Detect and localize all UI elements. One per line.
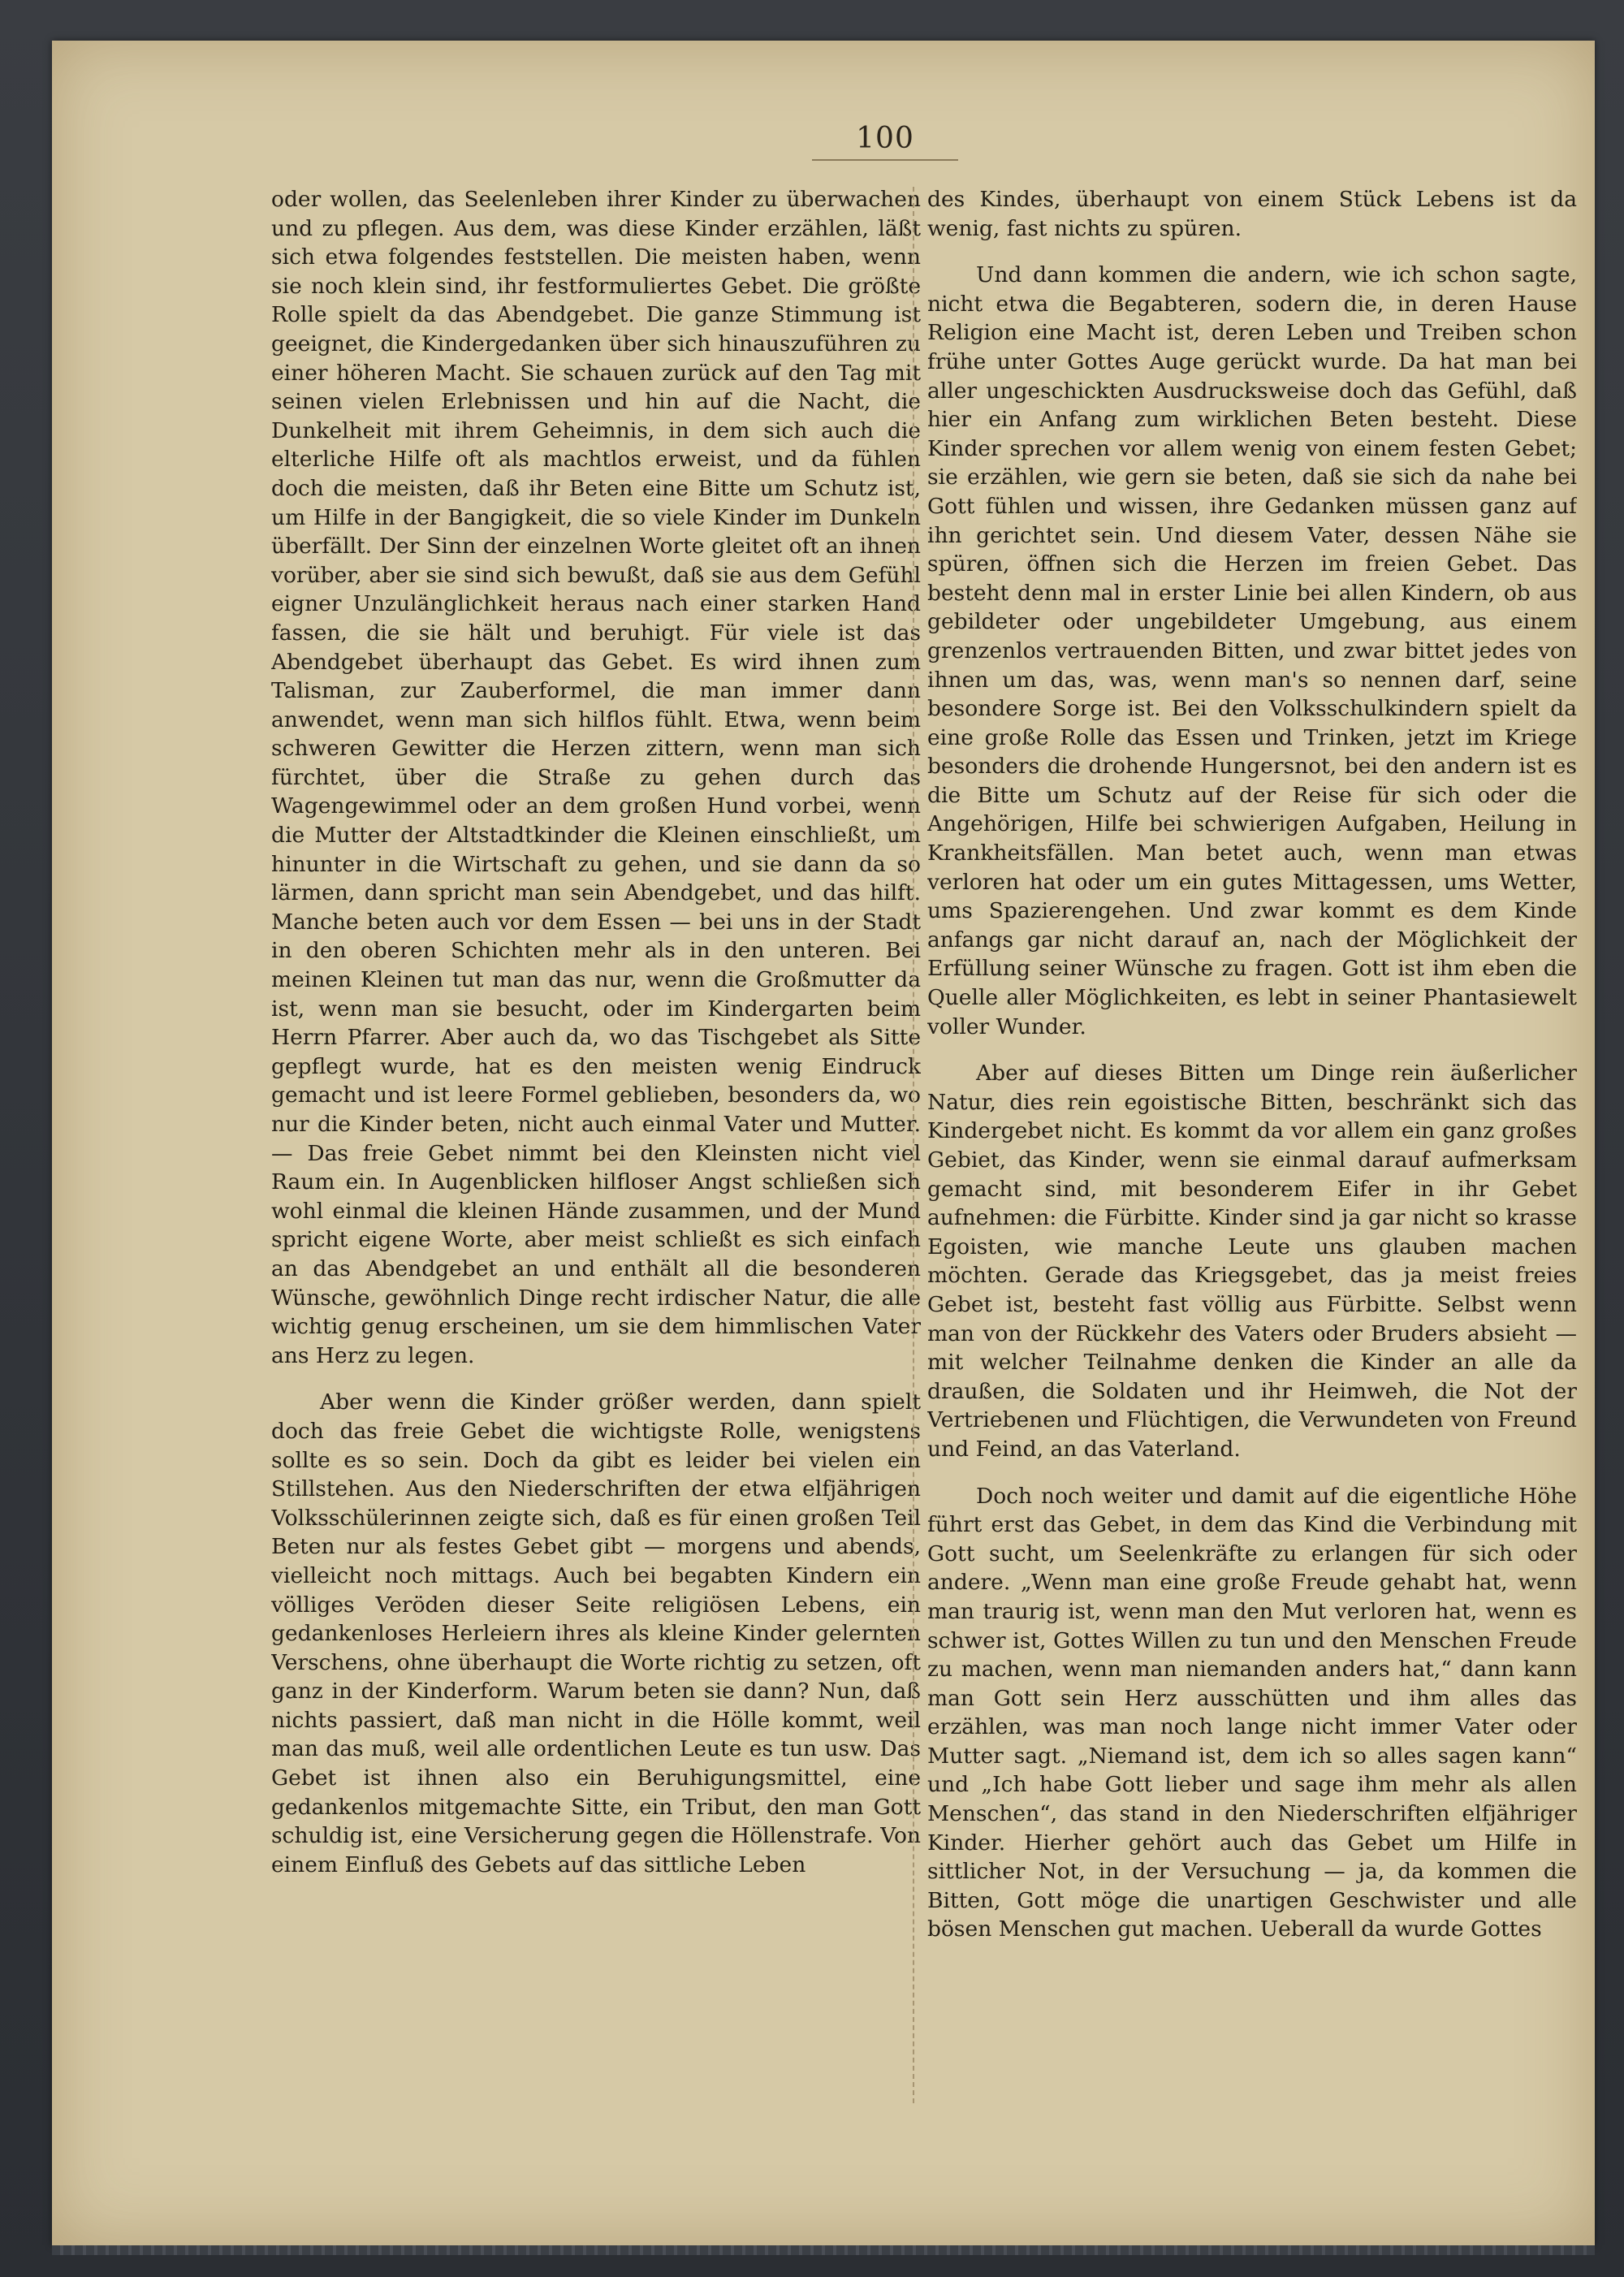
header-rule xyxy=(812,159,958,161)
column-divider xyxy=(913,187,914,2103)
left-paragraph-1: oder wollen, das Seelenleben ihrer Kinder zu überwachen und zu pflegen. Aus dem, was diese Kinder erzählen, läßt sich etwa folgendes feststellen. Die meisten haben, wenn sie noch klein sind, ihr festformuliertes Gebet. Die größte Rolle spielt da das Abendgebet. Die ganze Stimmung ist geeignet, die Kindergedanken über sich hinauszuführen zu einer höheren Macht. Sie schauen zurück auf den Tag mit seinen vielen Erlebnissen und hin auf die Nacht, die Dunkelheit mit ihrem Geheimnis, in dem sich auch die elterliche Hilfe oft als machtlos erweist, und da fühlen doch die meisten, daß ihr Beten eine Bitte um Schutz ist, um Hilfe in der Bangigkeit, die so viele Kinder im Dunkeln überfällt. Der Sinn der einzelnen Worte gleitet oft an ihnen vorüber, aber sie sind sich bewußt, daß sie aus dem Gefühl eigner Unzulänglichkeit heraus nach einer starken Hand fassen, die sie hält und beruhigt. Für viele ist das Abendgebet überhaupt das Gebet. Es wird ihnen zum Talisman, zur Zauberformel, die man immer dann anwendet, wenn man sich hilflos fühlt. Etwa, wenn beim schweren Gewitter die Herzen zittern, wenn man sich fürchtet, über die Straße zu gehen durch das Wagengewimmel oder an dem großen Hund vorbei, wenn die Mutter der Altstadtkinder die Kleinen einschließt, um hinunter in die Wirtschaft zu gehen, und sie dann da so lärmen, dann spricht man sein Abendgebet, und das hilft. Manche beten auch vor dem Essen — bei uns in der Stadt in den oberen Schichten mehr als in den unteren. Bei meinen Kleinen tut man das nur, wenn die Großmutter da ist, wenn man sie besucht, oder im Kindergarten beim Herrn Pfarrer. Aber auch da, wo das Tischgebet als Sitte gepflegt wurde, hat es den meisten wenig Eindruck gemacht und ist leere Formel geblieben, besonders da, wo nur die Kinder beten, nicht auch einmal Vater und Mutter. — Das freie Gebet nimmt bei den Kleinsten nicht viel Raum ein. In Augenblicken hilfloser Angst schließen sich wohl einmal die kleinen Hände zusammen, und der Mund spricht eigene Worte, aber meist schließt es sich einfach an das Abendgebet an und enthält all die besonderen Wünsche, gewöhnlich Dinge recht irdischer Natur, die alle wichtig genug erscheinen, um sie dem himmlischen Vater ans Herz zu legen. xyxy=(271,187,921,1368)
right-column xyxy=(927,185,1577,2110)
right-paragraph-4: Doch noch weiter und damit auf die eigentliche Höhe führt erst das Gebet, in dem das Kind die Verbindung mit Gott sucht, um Seelenkräfte zu erlangen für sich oder andere. „Wenn man eine große Freude gehabt hat, wenn man traurig ist, wenn man den Mut verloren hat, wenn es schwer ist, Gottes Willen zu tun und den Menschen Freude zu machen, wenn man niemanden anders hat,“ dann kann man Gott sein Herz ausschütten und ihm alles das erzählen, was man noch lange nicht immer Vater oder Mutter sagt. „Niemand ist, dem ich so alles sagen kann“ und „Ich habe Gott lieber und sage ihm mehr als allen Menschen“, das stand in den Niederschriften elfjähriger Kinder. Hierher gehört auch das Gebet um Hilfe in sittlicher Not, in der Versuchung — ja, da kommen die Bitten, Gott möge die unartigen Geschwister und alle bösen Menschen gut machen. Ueberall da wurde Gottes xyxy=(927,1483,1577,1942)
right-paragraph-2: Und dann kommen die andern, wie ich schon sagte, nicht etwa die Begabteren, sodern die, in deren Hause Religion eine Macht ist, deren Leben und Treiben schon frühe unter Gottes Auge gerückt wurde. Da hat man bei aller ungeschickten Ausdrucksweise doch das Gefühl, daß hier ein Anfang zum wirklichen Beten besteht. Diese Kinder sprechen vor allem wenig von einem festen Gebet; sie erzählen, wie gern sie beten, daß sie sich da nahe bei Gott fühlen und wissen, ihre Gedanken müssen ganz auf ihn gerichtet sein. Und diesem Vater, dessen Nähe sie spüren, öffnen sich die Herzen im freien Gebet. Das besteht denn mal in erster Linie bei allen Kindern, ob aus gebildeter oder ungebildeter Umgebung, aus einem grenzenlos vertrauenden Bitten, und zwar bittet jedes von ihnen um das, was, wenn man's so nennen darf, seine besondere Sorge ist. Bei den Volksschulkindern spielt da eine große Rolle das Essen und Trinken, jetzt im Kriege besonders die drohende Hungersnot, bei den andern ist es die Bitte um Schutz auf der Reise für sich oder die Angehörigen, Hilfe bei schwierigen Aufgaben, Heilung in Krankheitsfällen. Man betet auch, wenn man etwas verloren hat oder um ein gutes Mittagessen, ums Wetter, ums Spazierengehen. Und zwar kommt es dem Kinde anfangs gar nicht darauf an, nach der Möglichkeit der Erfüllung seiner Wünsche zu fragen. Gott ist ihm eben die Quelle aller Möglichkeiten, es lebt in seiner Phantasiewelt voller Wunder. xyxy=(927,262,1577,1039)
right-paragraph-1: des Kindes, überhaupt von einem Stück Lebens ist da wenig, fast nichts zu spüren. xyxy=(927,187,1577,241)
scan-bottom-edge xyxy=(52,2245,1595,2255)
left-paragraph-2: Aber wenn die Kinder größer werden, dann spielt doch das freie Gebet die wichtigste Rolle, wenigstens sollte es so sein. Doch da gibt es leider bei vielen ein Stillstehen. Aus den Niederschriften der etwa elfjährigen Volksschülerinnen zeigte sich, daß es für einen großen Teil Beten nur als festes Gebet gibt — morgens und abends, vielleicht noch mittags. Auch bei begabten Kindern ein völliges Veröden dieser Seite religiösen Lebens, ein gedankenloses Herleiern ihres als kleine Kinder gelernten Verschens, ohne überhaupt die Worte richtig zu setzen, oft ganz in der Kinderform. Warum beten sie dann? Nun, daß nichts passiert, daß man nicht in die Hölle kommt, weil man das muß, weil alle ordentlichen Leute es tun usw. Das Gebet ist ihnen also ein Beruhigungsmittel, eine gedankenlos mitgemachte Sitte, ein Tribut, den man Gott schuldig ist, eine Versicherung gegen die Höllenstrafe. Von einem Einfluß des Gebets auf das sittliche Leben xyxy=(271,1389,921,1877)
page-number: 100 xyxy=(856,122,914,155)
left-column xyxy=(271,185,921,2110)
right-paragraph-3: Aber auf dieses Bitten um Dinge rein äußerlicher Natur, dies rein egoistische Bitten, beschränkt sich das Kindergebet nicht. Es kommt da vor allem ein ganz großes Gebiet, das Kinder, wenn sie einmal darauf aufmerksam gemacht sind, mit besonderem Eifer in ihr Gebet aufnehmen: die Fürbitte. Kinder sind ja gar nicht so krasse Egoisten, wie manche Leute uns glauben machen möchten. Gerade das Kriegsgebet, das ja meist freies Gebet ist, besteht fast völlig aus Fürbitte. Selbst wenn man von der Rückkehr des Vaters oder Bruders absieht — mit welcher Teilnahme denken die Kinder an alle da draußen, die Soldaten und ihr Heimweh, die Not der Vertriebenen und Flüchtigen, die Verwundeten von Freund und Feind, an das Vaterland. xyxy=(927,1061,1577,1462)
